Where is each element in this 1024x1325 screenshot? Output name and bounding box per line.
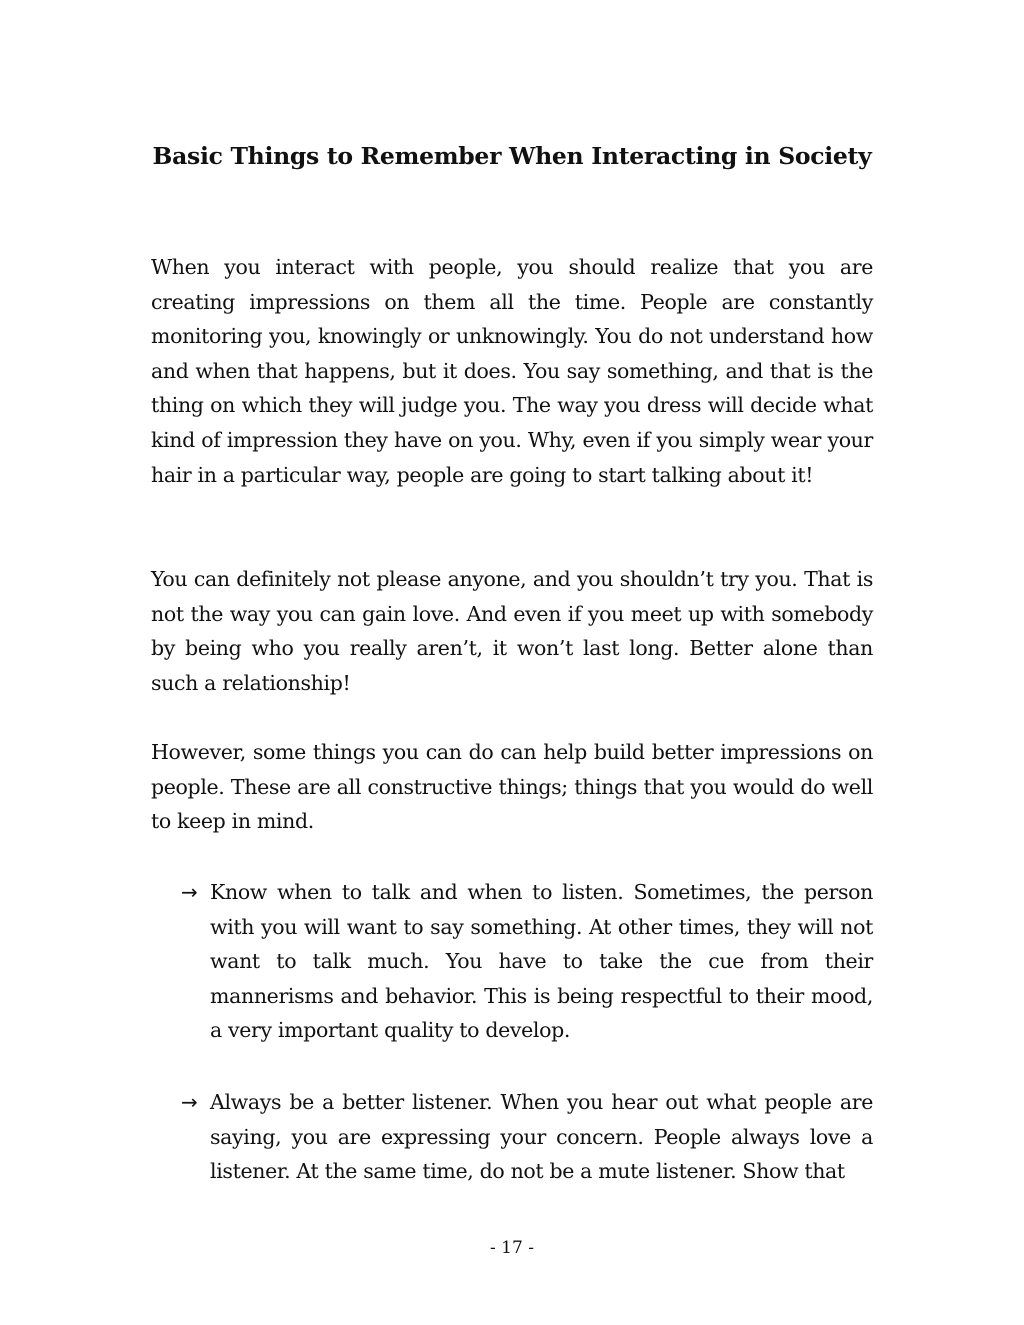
document-page	[151, 0, 873, 1325]
page-number: - 17 -	[490, 1238, 534, 1258]
page-title: Basic Things to Remember When Interacting in Society	[152, 142, 872, 170]
bullet-item-1	[181, 875, 873, 1048]
paragraph-3: However, some things you can do can help build better impressions on people. These are all constructive things; things that you would do well to keep in mind.	[151, 740, 873, 834]
bullet-text-1: Know when to talk and when to listen. Sometimes, the person with you will want to say something. At other times, they will not want to talk much. You have to take the cue from their mannerisms and behavior. This is being respectful to their mood, a very important quality to develop.	[210, 880, 873, 1043]
bullet-text-2: Always be a better listener. When you hear out what people are saying, you are expressing your concern. People always love a listener. At the same time, do not be a mute listener. Show that	[210, 1090, 873, 1184]
paragraph-2: You can definitely not please anyone, and you shouldn’t try you. That is not the way you can gain love. And even if you meet up with somebody by being who you really aren’t, it won’t last long. Better alone than such a relationship!	[151, 567, 873, 695]
arrow-right-icon: →	[181, 1090, 198, 1114]
bullet-item-2	[181, 1085, 873, 1189]
arrow-right-icon: →	[181, 880, 198, 904]
paragraph-1: When you interact with people, you should realize that you are creating impressions on them all the time. People are constantly monitoring you, knowingly or unknowingly. You do not understand how and when that happens, but it does. You say something, and that is the thing on which they will judge you. The way you dress will decide what kind of impression they have on you. Why, even if you simply wear your hair in a particular way, people are going to start talking about it!	[151, 255, 873, 487]
